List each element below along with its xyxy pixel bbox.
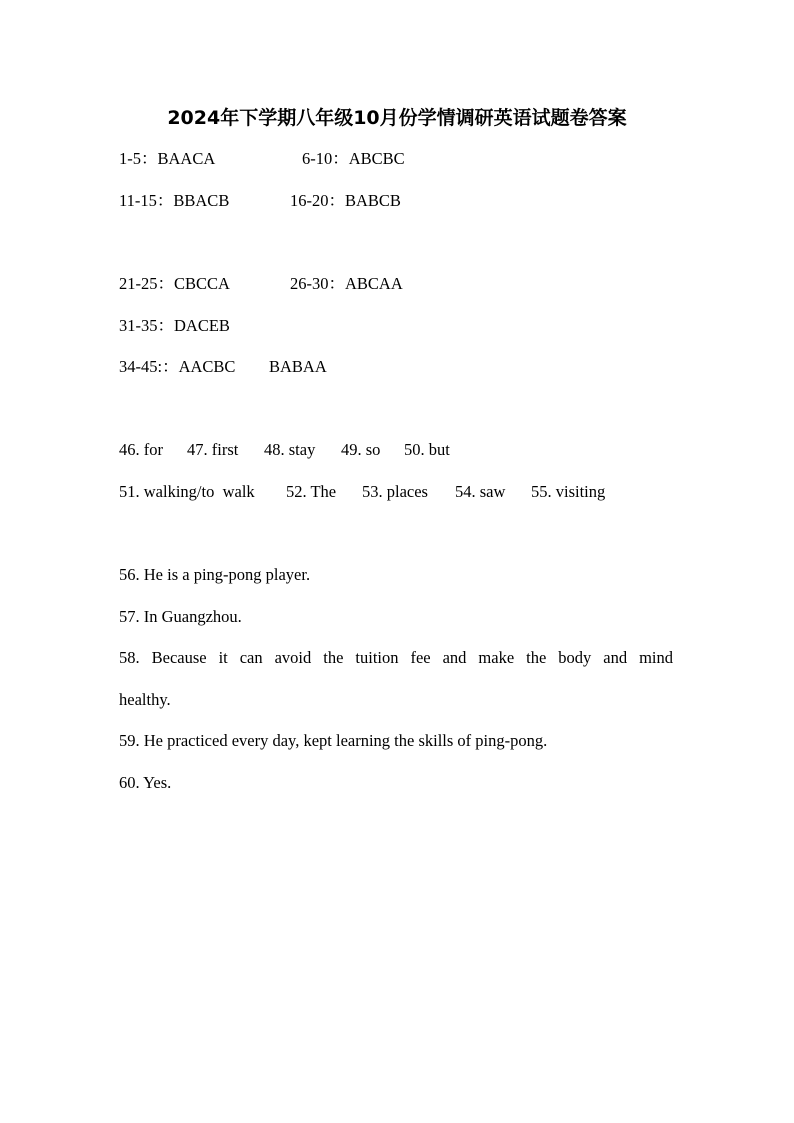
answer-34-45-part2: BABAA (269, 357, 327, 376)
reading-answer-59: 59. He practiced every day, kept learning the skills of ping-pong. (119, 731, 548, 750)
answer-31-35: 31-35：DACEB (119, 316, 230, 335)
answer-11-15: 11-15：BBACB (119, 191, 230, 210)
answer-34-45-part1: 34-45:：AACBC (119, 357, 236, 376)
cloze-answer-50: 50. but (404, 440, 450, 459)
cloze-answer-46: 46. for (119, 440, 163, 459)
page-title: 2024年下学期八年级10月份学情调研英语试题卷答案 (167, 107, 627, 129)
reading-answer-58-line1: 58. Because it can avoid the tuition fee and make the body and mind (119, 648, 673, 667)
answer-21-25: 21-25：CBCCA (119, 274, 230, 293)
cloze-answer-47: 47. first (187, 440, 239, 459)
cloze-answer-52: 52. The (286, 482, 337, 501)
answer-26-30: 26-30：ABCAA (290, 274, 403, 293)
reading-answer-60: 60. Yes. (119, 773, 172, 792)
reading-answer-56: 56. He is a ping-pong player. (119, 565, 311, 584)
answer-1-5: 1-5：BAACA (119, 149, 216, 168)
answer-16-20: 16-20：BABCB (290, 191, 401, 210)
cloze-answer-53: 53. places (362, 482, 428, 501)
answer-6-10: 6-10：ABCBC (302, 149, 405, 168)
cloze-answer-48: 48. stay (264, 440, 316, 459)
cloze-answer-55: 55. visiting (531, 482, 606, 501)
cloze-answer-49: 49. so (341, 440, 381, 459)
cloze-answer-51: 51. walking/to walk (119, 482, 255, 501)
cloze-answer-54: 54. saw (455, 482, 506, 501)
reading-answer-58-line2: healthy. (119, 690, 171, 709)
reading-answer-57: 57. In Guangzhou. (119, 607, 242, 626)
